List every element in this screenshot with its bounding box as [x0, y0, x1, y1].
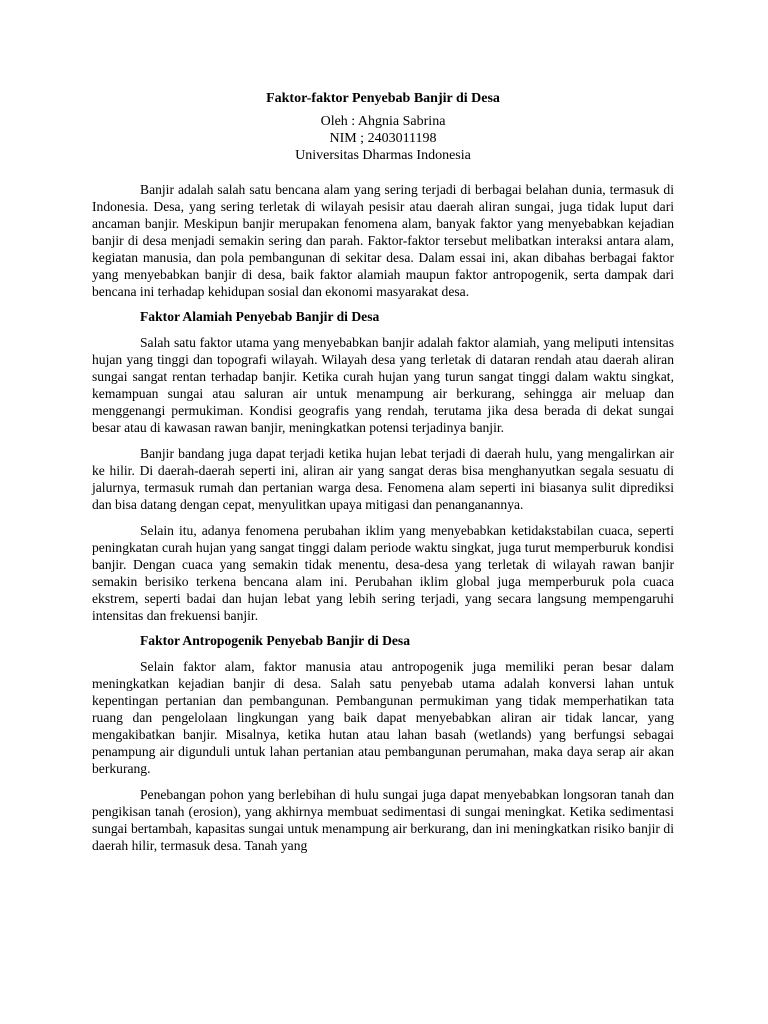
- author-block: [92, 113, 674, 164]
- intro-paragraph: Banjir adalah salah satu bencana alam yang sering terjadi di berbagai belahan dunia, termasuk di Indonesia. Desa, yang sering terletak di wilayah pesisir atau daerah aliran sungai, juga tidak luput dari ancaman banjir. Meskipun banjir merupakan fenomena alam, banyak faktor yang menyebabkan kejadian banjir di desa menjadi semakin sering dan parah. Faktor-faktor tersebut melibatkan interaksi antara alam, kegiatan manusia, dan pola pembangunan di sekitar desa. Dalam essai ini, akan dibahas berbagai faktor yang menyebabkan banjir di desa, baik faktor alamiah maupun faktor antropogenik, serta dampak dari bencana ini terhadap kehidupan sosial dan ekonomi masyarakat desa.: [92, 182, 674, 299]
- paragraph: Penebangan pohon yang berlebihan di hulu sungai juga dapat menyebabkan longsoran tanah dan pengikisan tanah (erosion), yang akhirnya membuat sedimentasi di sungai meningkat. Ketika sedimentasi sungai bertambah, kapasitas sungai untuk menampung air berkurang, dan ini meningkatkan risiko banjir di daerah hilir, termasuk desa. Tanah yang: [92, 787, 674, 853]
- section-heading-anthropogenic: Faktor Antropogenik Penyebab Banjir di Desa: [140, 633, 411, 648]
- paragraph: Banjir bandang juga dapat terjadi ketika hujan lebat terjadi di daerah hulu, yang mengalirkan air ke hilir. Di daerah-daerah seperti ini, aliran air yang sangat deras bisa menghanyutkan segala sesuatu di jalurnya, termasuk rumah dan pertanian warga desa. Fenomena alam seperti ini biasanya sulit diprediksi dan bisa datang dengan cepat, menyulitkan upaya mitigasi dan penanganannya.: [92, 446, 674, 512]
- nim-line: NIM ; 2403011198: [329, 131, 437, 146]
- document-page: [92, 90, 674, 854]
- author-line: Oleh : Ahgnia Sabrina: [320, 114, 446, 129]
- section-heading-natural: Faktor Alamiah Penyebab Banjir di Desa: [140, 309, 380, 324]
- paragraph: Selain itu, adanya fenomena perubahan iklim yang menyebabkan ketidakstabilan cuaca, seperti peningkatan curah hujan yang sangat tinggi dalam periode waktu singkat, juga turut memperburuk kondisi banjir. Dengan cuaca yang semakin tidak menentu, desa-desa yang terletak di wilayah rawan banjir semakin berisiko terkena bencana alam ini. Perubahan iklim global juga memperburuk pola cuaca ekstrem, seperti badai dan hujan lebat yang lebih sering terjadi, yang secara langsung mempengaruhi intensitas dan frekuensi banjir.: [92, 523, 674, 623]
- paragraph: Selain faktor alam, faktor manusia atau antropogenik juga memiliki peran besar dalam meningkatkan kejadian banjir di desa. Salah satu penyebab utama adalah konversi lahan untuk kepentingan pertanian dan pembangunan. Pembangunan permukiman yang tidak memperhatikan tata ruang dan pengelolaan lingkungan yang baik dapat menyebabkan aliran air tidak lancar, yang mengakibatkan banjir. Misalnya, ketika hutan atau lahan basah (wetlands) yang berfungsi sebagai penampung air digunduli untuk lahan pertanian atau pembangunan perumahan, maka daya serap air akan berkurang.: [92, 659, 674, 776]
- document-title: Faktor-faktor Penyebab Banjir di Desa: [266, 91, 500, 106]
- paragraph: Salah satu faktor utama yang menyebabkan banjir adalah faktor alamiah, yang meliputi intensitas hujan yang tinggi dan topografi wilayah. Wilayah desa yang terletak di dataran rendah atau daerah aliran sungai sangat rentan terhadap banjir. Ketika curah hujan yang turun sangat tinggi dalam waktu singkat, kemampuan sungai atau saluran air untuk menampung air berkurang, sehingga air meluap dan menggenangi permukiman. Kondisi geografis yang rendah, terutama jika desa berada di dekat sungai besar atau di kawasan rawan banjir, meningkatkan potensi terjadinya banjir.: [92, 335, 674, 435]
- university-line: Universitas Dharmas Indonesia: [295, 148, 471, 163]
